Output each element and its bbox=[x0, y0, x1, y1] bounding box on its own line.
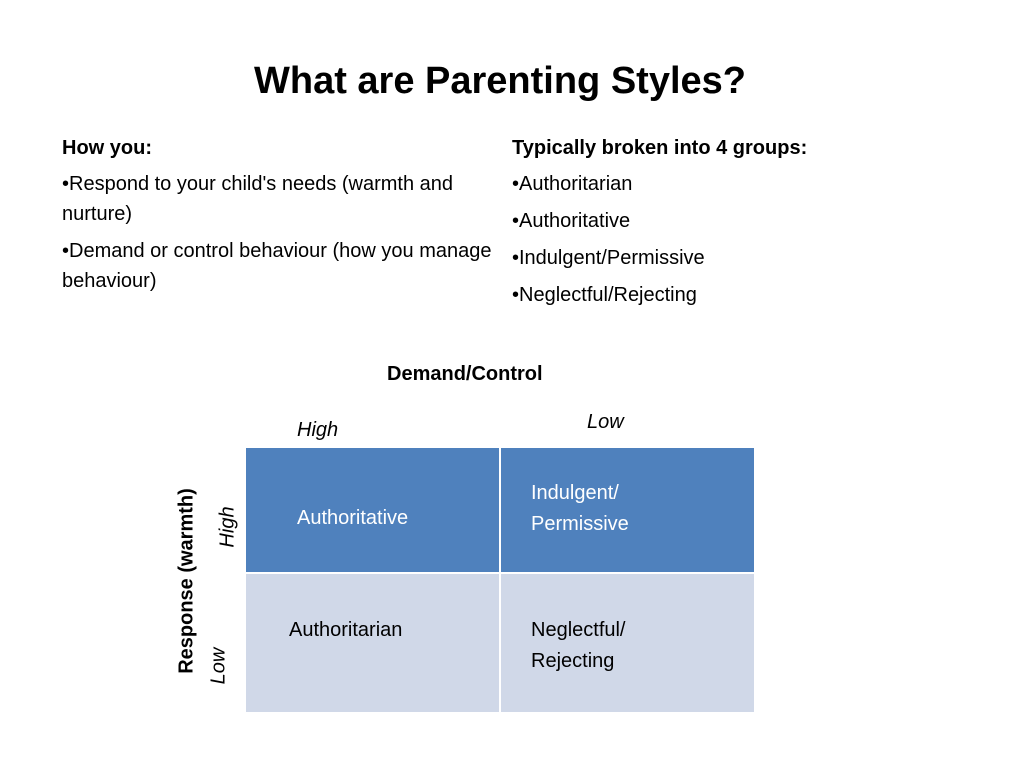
right-bullet-authoritative: •Authoritative bbox=[512, 210, 631, 232]
left-bullet-response: •Respond to your child's needs (warmth and nurture) bbox=[62, 173, 454, 225]
demand-control-axis-label: Demand/Control bbox=[387, 363, 543, 385]
cell-authoritarian bbox=[246, 574, 499, 712]
left-bullet-demand: •Demand or control behaviour (how you manage behaviour) bbox=[62, 240, 492, 292]
cell-authoritative-label: Authoritative bbox=[297, 507, 409, 529]
cell-authoritative bbox=[246, 448, 499, 572]
column-header-high: High bbox=[297, 419, 339, 441]
slide-title: What are Parenting Styles? bbox=[253, 60, 746, 102]
column-header-low: Low bbox=[587, 411, 624, 433]
right-column-heading: Typically broken into 4 groups: bbox=[512, 137, 808, 159]
row-header-low: Low bbox=[207, 647, 230, 685]
parenting-styles-matrix bbox=[246, 448, 754, 712]
cell-indulgent-permissive bbox=[501, 448, 754, 572]
row-header-high: High bbox=[216, 506, 239, 548]
left-column-heading: How you: bbox=[62, 137, 152, 159]
right-bullet-neglectful: •Neglectful/Rejecting bbox=[512, 284, 697, 306]
cell-indulgent-permissive-label: Indulgent/ Permissive bbox=[531, 482, 629, 535]
cell-neglectful-rejecting-label: Neglectful/ Rejecting bbox=[531, 619, 626, 672]
cell-authoritarian-label: Authoritarian bbox=[289, 619, 403, 641]
right-bullet-indulgent: •Indulgent/Permissive bbox=[512, 247, 705, 269]
cell-neglectful-rejecting bbox=[501, 574, 754, 712]
right-bullet-authoritarian: •Authoritarian bbox=[512, 173, 633, 195]
right-column bbox=[512, 133, 932, 317]
left-column bbox=[62, 133, 492, 303]
response-warmth-axis-label: Response (warmth) bbox=[175, 488, 198, 674]
